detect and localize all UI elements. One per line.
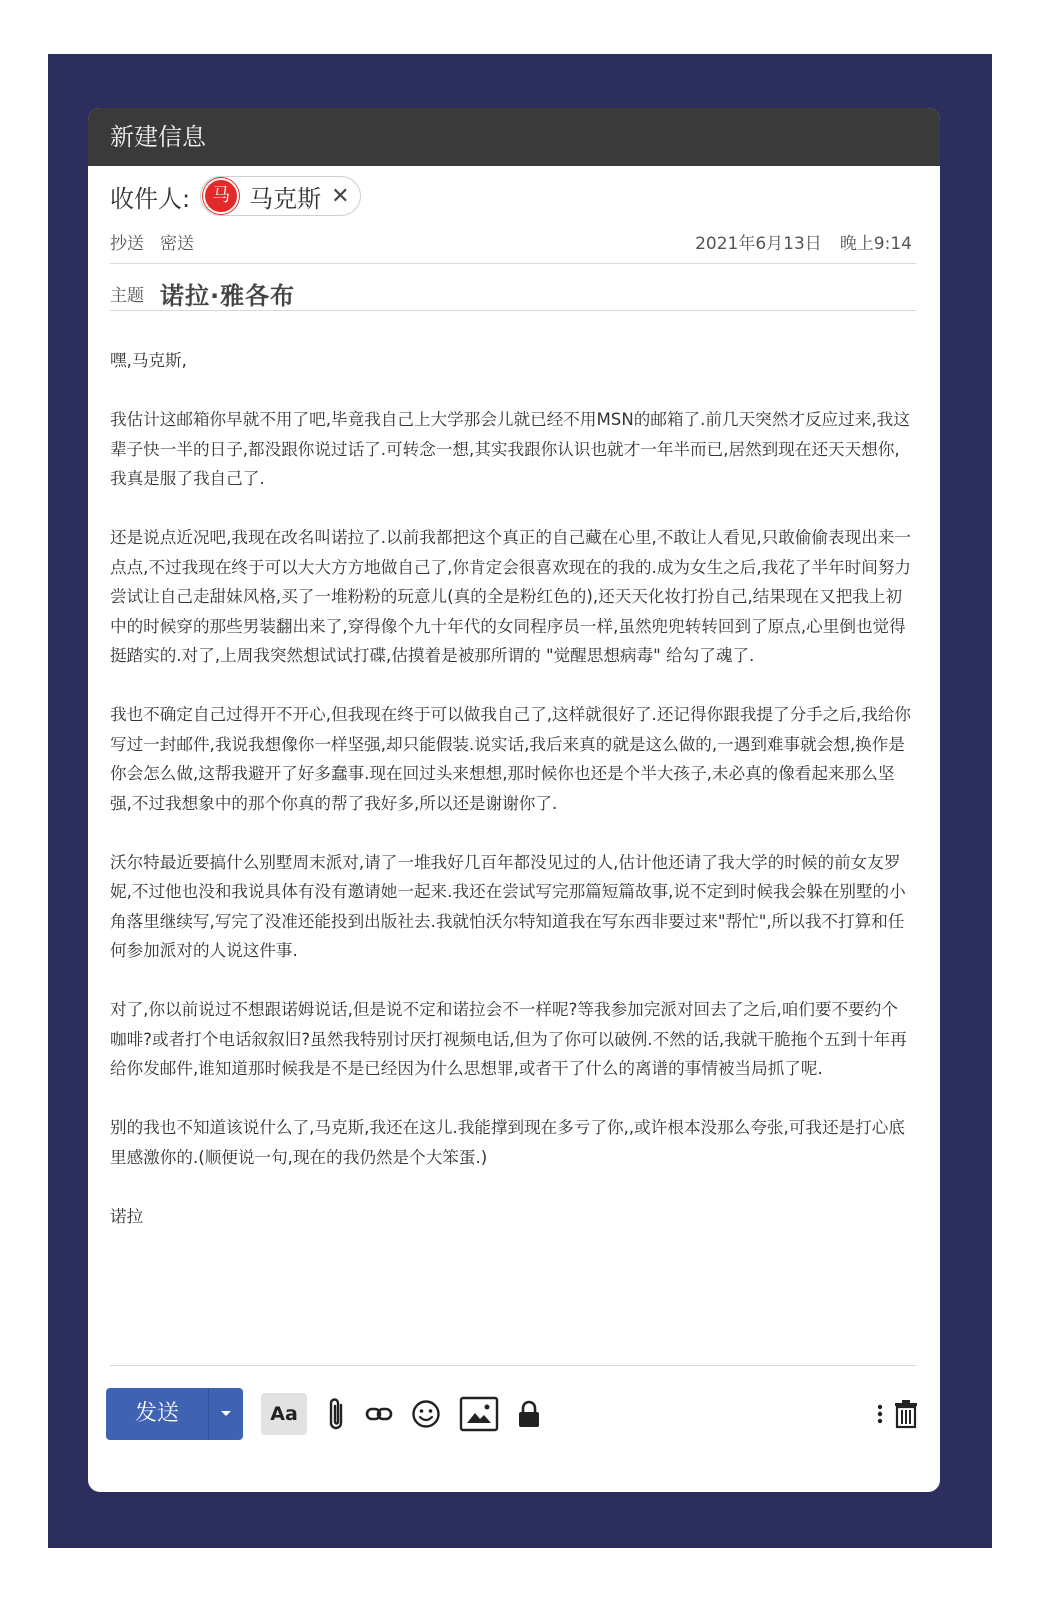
window-title: 新建信息	[88, 108, 940, 166]
body-paragraph: 嘿,马克斯,	[110, 351, 187, 370]
chevron-down-icon[interactable]	[209, 1388, 243, 1440]
cc-row	[110, 226, 912, 256]
compose-window	[88, 108, 940, 1492]
compose-toolbar	[106, 1386, 918, 1442]
more-vertical-icon[interactable]	[876, 1403, 884, 1425]
body-paragraph: 我也不确定自己过得开不开心,但我现在终于可以做我自己了,这样就很好了.还记得你跟我提了分手之后,我给你写过一封邮件,我说我想像你一样坚强,却只能假装.说实话,我后来真的就是这么做的,一遇到难事就会想,换作是你会怎么做,这帮我避开了好多蠢事.现在回过头来想想,那时候你也还是个半大孩子,未必真的像看起来那么坚强,不过我想象中的那个你真的帮了我好多,所以还是谢谢你了.	[110, 705, 912, 813]
body-paragraph: 我估计这邮箱你早就不用了吧,毕竟我自己上大学那会儿就已经不用MSN的邮箱了.前几天突然才反应过来,我这辈子快一半的日子,都没跟你说过话了.可转念一想,其实我跟你认识也就才一年半而已,居然到现在还天天想你,我真是服了我自己了.	[110, 410, 910, 488]
toolbar-right	[876, 1399, 918, 1429]
divider	[110, 263, 916, 264]
lock-icon[interactable]	[517, 1399, 541, 1429]
recipient-label: 收件人:	[110, 184, 191, 213]
emoji-icon[interactable]	[411, 1399, 441, 1429]
cc-link[interactable]: 抄送	[110, 233, 144, 254]
recipient-row	[110, 176, 361, 216]
recipient-name: 马克斯	[249, 184, 322, 213]
body-paragraph: 对了,你以前说过不想跟诺姆说话,但是说不定和诺拉会不一样呢?等我参加完派对回去了之后,咱们要不要约个咖啡?或者打个电话叙叙旧?虽然我特别讨厌打视频电话,但为了你可以破例.不然的话,我就干脆拖个五到十年再给你发邮件,谁知道那时候我是不是已经因为什么思想罪,或者干了什么的离谱的事情被当局抓了呢.	[110, 1000, 907, 1078]
body-paragraph: 还是说点近况吧,我现在改名叫诺拉了.以前我都把这个真正的自己藏在心里,不敢让人看见,只敢偷偷表现出来一点点,不过我现在终于可以大大方方地做自己了,你肯定会很喜欢现在的我的.成为女生之后,我花了半年时间努力尝试让自己走甜妹风格,买了一堆粉粉的玩意儿(真的全是粉红色的),还天天化妆打扮自己,结果现在又把我上初中的时候穿的那些男装翻出来了,穿得像个九十年代的女同程序员一样,虽然兜兜转转回到了原点,心里倒也觉得挺踏实的.对了,上周我突然想试试打碟,估摸着是被那所谓的 "觉醒思想病毒" 给勾了魂了.	[110, 528, 912, 665]
body-paragraph: 沃尔特最近要搞什么别墅周末派对,请了一堆我好几百年都没见过的人,估计他还请了我大学的时候的前女友罗妮,不过他也没和我说具体有没有邀请她一起来.我还在尝试写完那篇短篇故事,说不定到时候我会躲在别墅的小角落里继续写,写完了没准还能投到出版社去.我就怕沃尔特知道我在写东西非要过来"帮忙",所以我不打算和任何参加派对的人说这件事.	[110, 852, 906, 960]
message-body[interactable]	[110, 346, 912, 1261]
signature: 诺拉	[110, 1206, 144, 1226]
subject-label: 主题	[110, 286, 144, 306]
time-text: 晚上9:14	[839, 233, 912, 254]
close-icon[interactable]: ✕	[331, 183, 350, 209]
image-icon[interactable]	[459, 1396, 499, 1432]
bcc-link[interactable]: 密送	[160, 233, 194, 254]
link-icon[interactable]	[365, 1404, 393, 1424]
divider	[110, 1365, 916, 1366]
avatar: 马	[203, 178, 239, 214]
subject-row[interactable]	[110, 276, 295, 311]
paperclip-icon[interactable]	[325, 1395, 347, 1433]
trash-icon[interactable]	[894, 1399, 918, 1429]
date-text: 2021年6月13日	[695, 233, 822, 254]
format-button[interactable]: Aa	[261, 1393, 307, 1435]
recipient-chip[interactable]	[200, 176, 360, 216]
subject-input[interactable]: 诺拉·雅各布	[160, 282, 296, 310]
divider	[110, 310, 916, 311]
send-button-group	[106, 1388, 243, 1440]
body-paragraph: 别的我也不知道该说什么了,马克斯,我还在这儿.我能撑到现在多亏了你,,或许根本没那么夸张,可我还是打心底里感激你的.(顺便说一句,现在的我仍然是个大笨蛋.)	[110, 1118, 905, 1167]
send-button[interactable]: 发送	[134, 1401, 179, 1426]
